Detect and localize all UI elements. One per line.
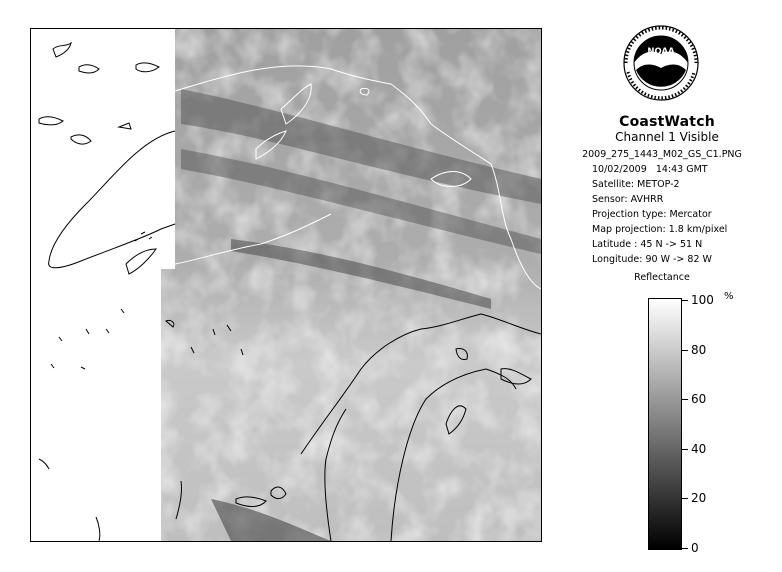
product-info [568,147,778,267]
date: 10/02/2009 [592,164,647,175]
colorbar-tick-mark [682,449,688,450]
colorbar-tick-label: 40 [691,441,707,456]
colorbar-tick-mark [682,350,688,351]
brand-title: CoastWatch [619,114,715,130]
satellite-swath [31,29,541,541]
noaa-logo [622,24,700,102]
map-canvas [31,29,541,541]
satellite: Satellite: METOP-2 [592,179,680,190]
logo-text: NOAA [647,47,675,57]
map-projection: Map projection: 1.8 km/pixel [592,224,728,235]
sensor: Sensor: AVHRR [592,194,664,205]
colorbar-tick-label: 100 [691,293,714,307]
time: 14:43 GMT [655,164,708,175]
colorbar-tick-mark [682,300,688,301]
colorbar-tick-mark [682,498,688,499]
colorbar-tick-label: 0 [691,541,699,555]
colorbar-tick-label: 60 [691,392,707,407]
datetime [568,162,778,177]
colorbar-tick-mark [682,399,688,400]
colorbar-title: Reflectance [634,272,690,283]
satellite-image-map [30,28,542,542]
colorbar [648,298,682,550]
colorbar-tick-label: 80 [691,342,707,357]
longitude: Longitude: 90 W -> 82 W [592,254,712,265]
colorbar-tick-mark [682,548,688,549]
projection-type: Projection type: Mercator [592,209,712,220]
channel-label: Channel 1 Visible [615,130,719,144]
latitude: Latitude : 45 N -> 51 N [592,239,703,250]
filename: 2009_275_1443_M02_GS_C1.PNG [582,149,742,160]
colorbar-tick-label: 20 [691,491,707,506]
colorbar-unit: % [724,291,734,302]
